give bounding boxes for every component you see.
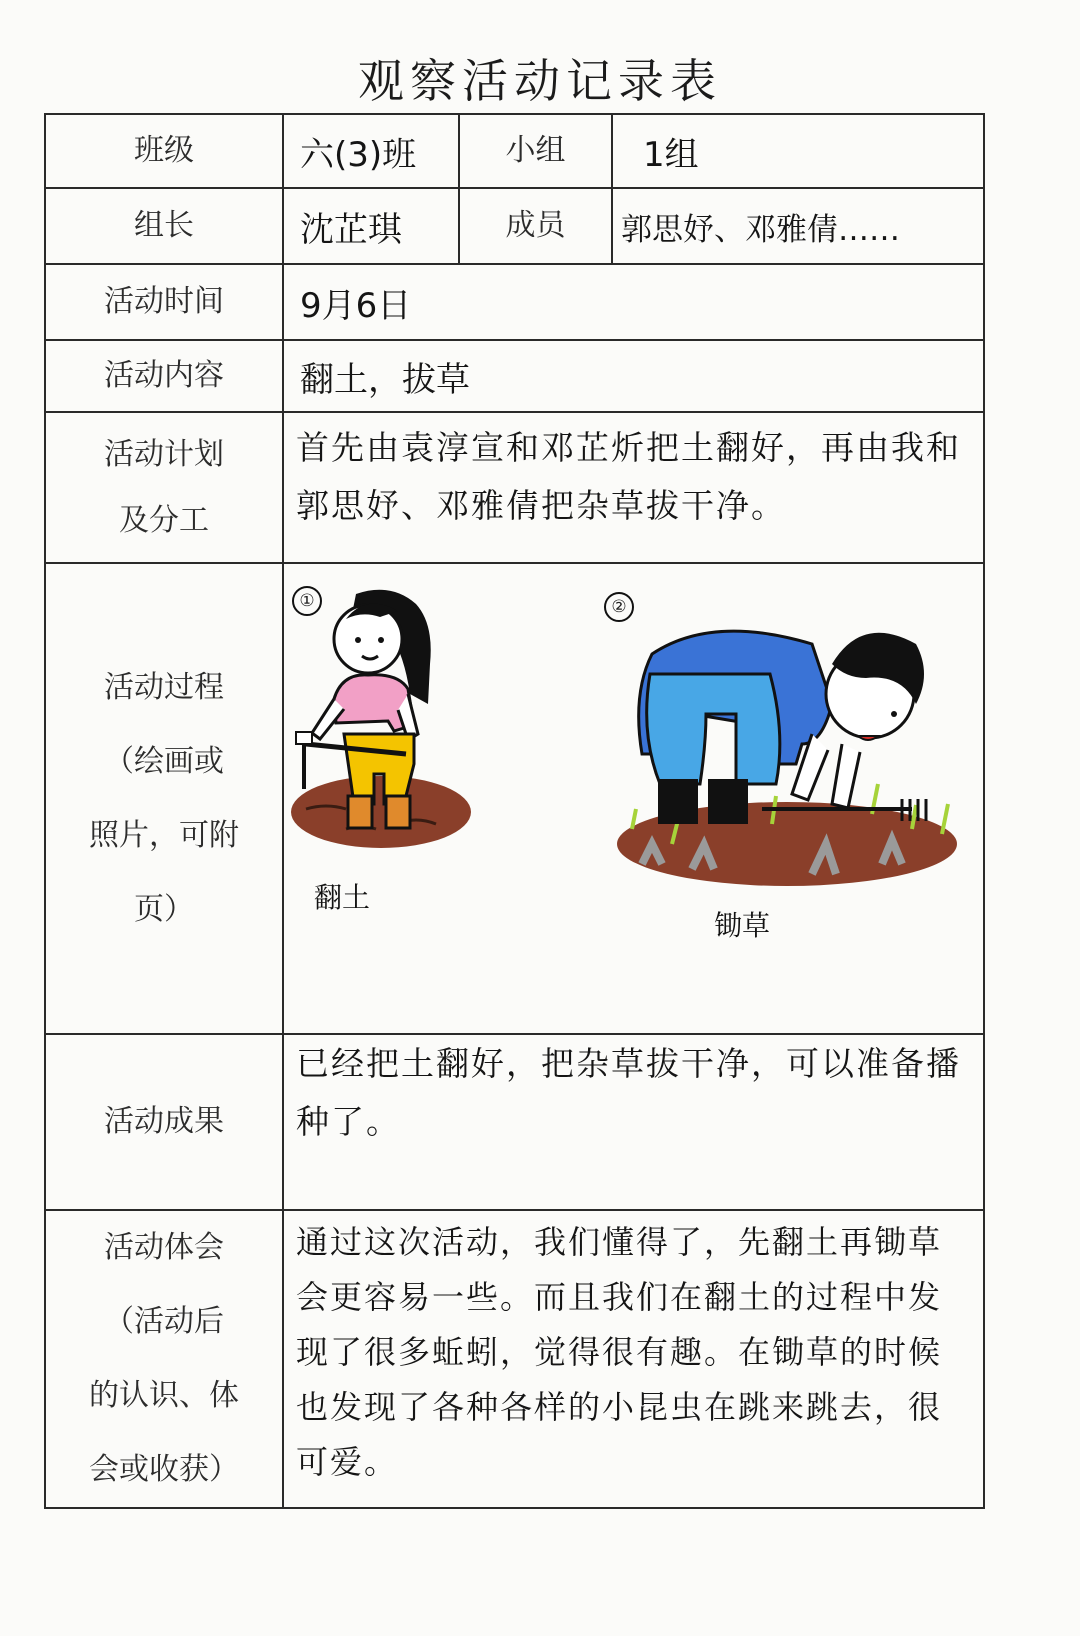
reflection-label-line3: 的认识、体 [89,1378,239,1413]
process-drawing-cell [282,562,985,1035]
class-value-cell [282,113,460,189]
drawing-caption-1: 翻土 [314,881,371,914]
process-label-cell [44,562,284,1035]
result-value: 已经把土翻好，把杂草拔干净，可以准备播种了。 [296,1044,961,1141]
plan-value-cell [282,411,985,564]
drawing-marker-1: ① [292,586,322,616]
plan-value: 首先由袁淳宣和邓芷炘把土翻好，再由我和郭思妤、邓雅倩把杂草拔干净。 [296,428,961,525]
time-label: 活动时间 [104,284,224,319]
process-label-line4: 页） [134,891,194,927]
class-label: 班级 [134,133,194,168]
class-value: 六(3)班 [300,134,417,175]
drawing-caption-2: 锄草 [714,909,771,942]
group-label-cell [458,113,613,189]
time-value-cell [282,263,985,341]
leader-value: 沈芷琪 [300,209,402,250]
page-title: 观察活动记录表 [358,54,722,108]
plan-label-cell [44,411,284,564]
reflection-value: 通过这次活动，我们懂得了，先翻土再锄草会更容易一些。而且我们在翻土的过程中发现了很多蚯蚓，觉得很有趣。在锄草的时候也发现了各种各样的小昆虫在跳来跳去，很可爱。 [296,1223,943,1481]
result-label-cell [44,1033,284,1211]
members-label-cell [458,187,613,265]
content-label: 活动内容 [104,358,224,393]
reflection-label-line2: （活动后 [104,1304,224,1339]
leader-label-cell [44,187,284,265]
group-value: 1组 [643,134,699,175]
reflection-value-cell [282,1209,985,1509]
members-label: 成员 [505,208,566,243]
time-label-cell [44,263,284,341]
plan-label-line2: 及分工 [119,502,209,538]
content-value-cell [282,339,985,413]
reflection-label-line4: 会或收获） [89,1452,239,1487]
process-label-line2: （绘画或 [104,743,224,779]
process-label-line1: 活动过程 [104,669,224,705]
reflection-label-line1: 活动体会 [104,1230,224,1265]
content-label-cell [44,339,284,413]
process-label-line3: 照片，可附 [89,817,239,853]
reflection-label-cell [44,1209,284,1509]
plan-label-line1: 活动计划 [104,436,224,472]
boy-weeding-drawing [612,614,972,894]
group-value-cell [611,113,985,189]
time-value: 9月6日 [300,285,412,326]
girl-turning-soil-drawing [286,584,486,854]
leader-label: 组长 [134,208,194,243]
members-value-cell [611,187,985,265]
drawing-marker-2: ② [604,592,634,622]
result-value-cell [282,1033,985,1211]
group-label: 小组 [505,133,566,168]
members-value: 郭思妤、邓雅倩…… [621,211,900,248]
content-value: 翻土，拔草 [300,359,470,400]
leader-value-cell [282,187,460,265]
result-label: 活动成果 [104,1104,224,1139]
class-label-cell [44,113,284,189]
